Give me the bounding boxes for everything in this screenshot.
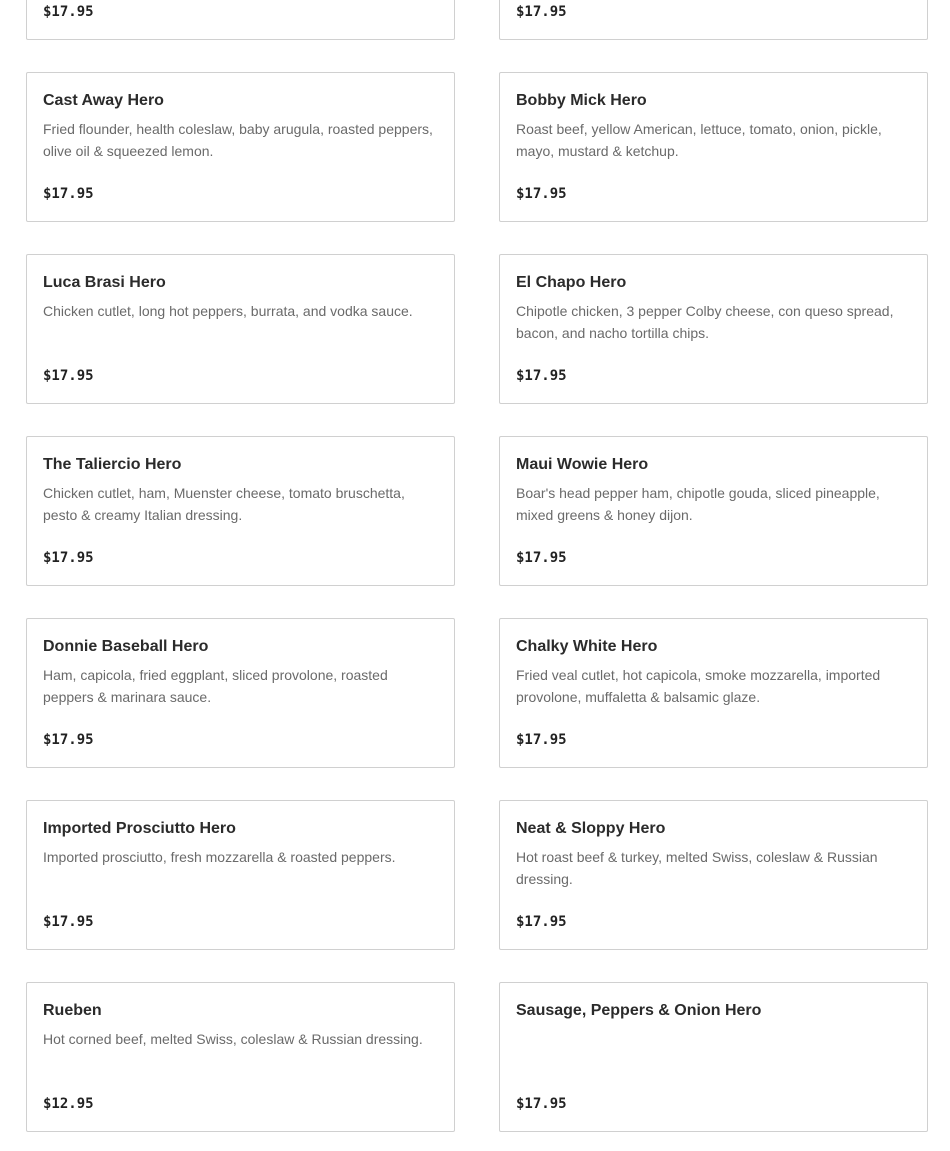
menu-item-card[interactable] (499, 982, 928, 1132)
menu-item-description: Hot roast beef & turkey, melted Swiss, coleslaw & Russian dressing. (516, 849, 878, 887)
menu-item-card[interactable] (26, 618, 455, 768)
menu-item-name: Cast Away Hero (43, 92, 164, 109)
menu-item-description: Ham, capicola, fried eggplant, sliced provolone, roasted peppers & marinara sauce. (43, 667, 388, 705)
menu-item-price: $17.95 (43, 550, 94, 566)
menu-item-description (516, 1028, 911, 1072)
menu-item-card[interactable] (26, 72, 455, 222)
menu-item-description: Fried veal cutlet, hot capicola, smoke mozzarella, imported provolone, muffaletta & balsamic glaze. (516, 667, 881, 705)
menu-item-name: Sausage, Peppers & Onion Hero (516, 1002, 762, 1019)
menu-item-card[interactable] (499, 618, 928, 768)
menu-item-card[interactable] (26, 0, 455, 40)
menu-items-grid (26, 0, 928, 1132)
menu-item-price: $17.95 (43, 368, 94, 384)
menu-item-price: $17.95 (516, 914, 567, 930)
menu-item-name: Maui Wowie Hero (516, 456, 649, 473)
menu-item-card[interactable] (499, 0, 928, 40)
menu-item-name: The Taliercio Hero (43, 456, 182, 473)
menu-item-card[interactable] (499, 72, 928, 222)
menu-item-price: $17.95 (516, 550, 567, 566)
menu-item-price: $17.95 (43, 732, 94, 748)
menu-item-card[interactable] (499, 254, 928, 404)
menu-item-name: Luca Brasi Hero (43, 274, 166, 291)
menu-item-description: Fried flounder, health coleslaw, baby arugula, roasted peppers, olive oil & squeezed lemon. (43, 121, 433, 159)
menu-item-name: Neat & Sloppy Hero (516, 820, 666, 837)
menu-item-price: $17.95 (516, 732, 567, 748)
menu-item-description: Roast beef, yellow American, lettuce, tomato, onion, pickle, mayo, mustard & ketchup. (516, 121, 882, 159)
menu-item-description: Chipotle chicken, 3 pepper Colby cheese, con queso spread, bacon, and nacho tortilla chips. (516, 303, 894, 341)
menu-item-description: Chicken cutlet, long hot peppers, burrata, and vodka sauce. (43, 303, 413, 319)
menu-item-price: $17.95 (516, 186, 567, 202)
menu-item-name: Bobby Mick Hero (516, 92, 647, 109)
menu-item-name: Chalky White Hero (516, 638, 658, 655)
menu-item-card[interactable] (499, 436, 928, 586)
menu-item-price: $12.95 (43, 1096, 94, 1112)
menu-item-price: $17.95 (43, 4, 94, 20)
menu-item-name: El Chapo Hero (516, 274, 627, 291)
menu-item-name: Rueben (43, 1002, 102, 1019)
menu-item-description: Hot corned beef, melted Swiss, coleslaw & Russian dressing. (43, 1031, 423, 1047)
menu-item-name: Donnie Baseball Hero (43, 638, 209, 655)
menu-item-card[interactable] (26, 982, 455, 1132)
menu-item-price: $17.95 (43, 186, 94, 202)
menu-item-card[interactable] (26, 254, 455, 404)
menu-item-price: $17.95 (516, 4, 567, 20)
menu-item-price: $17.95 (516, 1096, 567, 1112)
menu-item-price: $17.95 (43, 914, 94, 930)
menu-item-card[interactable] (26, 800, 455, 950)
menu-item-price: $17.95 (516, 368, 567, 384)
menu-item-description: Chicken cutlet, ham, Muenster cheese, tomato bruschetta, pesto & creamy Italian dressing. (43, 485, 405, 523)
menu-item-description: Imported prosciutto, fresh mozzarella & roasted peppers. (43, 849, 396, 865)
menu-item-description: Boar's head pepper ham, chipotle gouda, sliced pineapple, mixed greens & honey dijon. (516, 485, 880, 523)
menu-item-name: Imported Prosciutto Hero (43, 820, 236, 837)
menu-item-card[interactable] (499, 800, 928, 950)
menu-item-card[interactable] (26, 436, 455, 586)
